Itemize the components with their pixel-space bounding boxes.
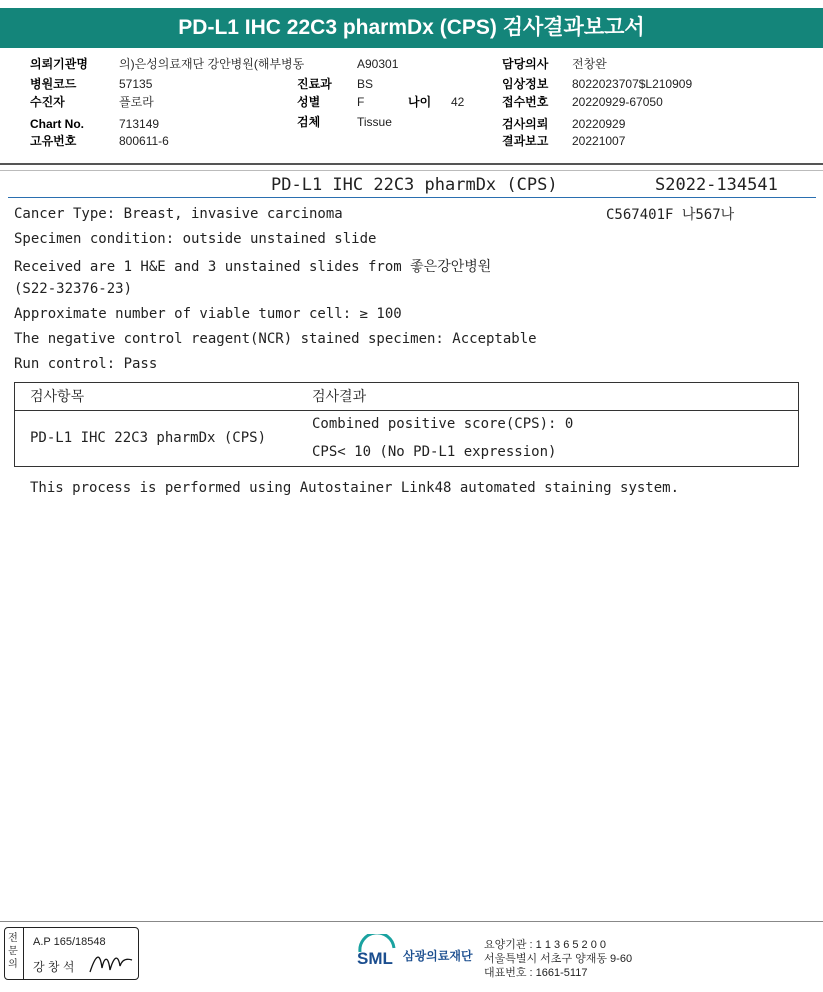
footer-divider <box>0 921 823 922</box>
label-age: 나이 <box>408 95 432 109</box>
value-chart-no: 713149 <box>119 117 160 131</box>
label-report-date: 결과보고 <box>502 134 549 148</box>
value-hospital-code: 57135 <box>119 77 153 91</box>
value-sex: F <box>357 95 365 109</box>
table-item-name: PD-L1 IHC 22C3 pharmDx (CPS) <box>30 430 267 446</box>
value-department: BS <box>357 77 374 91</box>
report-line: The negative control reagent(NCR) stained specimen: Acceptable <box>14 331 537 347</box>
value-age: 42 <box>451 95 465 109</box>
stamp-label: 전문의 <box>8 933 18 970</box>
report-line: Received are 1 H&E and 3 unstained slides from 좋은강안병원 <box>14 259 492 275</box>
test-name-heading: PD-L1 IHC 22C3 pharmDx (CPS) <box>271 175 558 195</box>
label-hospital-code: 병원코드 <box>30 77 77 91</box>
label-physician: 담당의사 <box>502 57 549 71</box>
header-divider-thin <box>0 170 823 171</box>
label-chart-no: Chart No. <box>30 117 84 131</box>
header-divider <box>0 163 823 165</box>
value-physician: 전창완 <box>572 57 607 71</box>
result-cps-score: Combined positive score(CPS): 0 <box>312 416 574 432</box>
value-ward: A90301 <box>357 57 399 71</box>
label-sex: 성별 <box>297 95 321 109</box>
address: 서울특별시 서초구 양재동 9-60 <box>484 953 633 965</box>
title-underline <box>8 197 816 198</box>
label-unique-id: 고유번호 <box>30 134 77 148</box>
foundation-name: 삼광의료재단 <box>403 949 473 963</box>
label-department: 진료과 <box>297 77 332 91</box>
table-header-row <box>15 383 798 411</box>
value-report-date: 20221007 <box>572 134 626 148</box>
phone-number: 대표번호 : 1661-5117 <box>484 967 588 979</box>
label-institution: 의뢰기관명 <box>30 57 88 71</box>
value-patient: 플로라 <box>119 95 154 109</box>
value-unique-id: 800611-6 <box>119 134 169 148</box>
report-line: Run control: Pass <box>14 356 158 372</box>
value-request-date: 20220929 <box>572 117 626 131</box>
value-clinical-info: 8022023707$L210909 <box>572 77 693 91</box>
report-line: Specimen condition: outside unstained slide <box>14 231 377 247</box>
label-clinical-info: 임상정보 <box>502 77 549 91</box>
report-line: Cancer Type: Breast, invasive carcinoma <box>14 206 343 222</box>
signature-image <box>88 950 134 976</box>
value-receipt-no: 20220929-67050 <box>572 95 663 109</box>
label-patient: 수진자 <box>30 95 65 109</box>
logo-text: SML <box>357 949 393 968</box>
report-number: S2022-134541 <box>655 175 778 195</box>
label-request-date: 검사의뢰 <box>502 117 549 131</box>
result-cps-interpretation: CPS< 10 (No PD-L1 expression) <box>312 444 557 460</box>
pathologist-name: 강 창 석 <box>33 960 75 974</box>
header-test-item: 검사항목 <box>30 389 85 405</box>
label-specimen: 검체 <box>297 115 321 129</box>
report-title: PD-L1 IHC 22C3 pharmDx (CPS) 검사결과보고서 <box>0 8 823 48</box>
method-note: This process is performed using Autostainer Link48 automated staining system. <box>30 480 680 496</box>
ap-number: A.P 165/18548 <box>33 936 106 948</box>
label-receipt-no: 접수번호 <box>502 95 549 109</box>
sml-logo-icon <box>356 934 398 972</box>
header-test-result: 검사결과 <box>312 389 367 405</box>
report-line: Approximate number of viable tumor cell: ≥ 100 <box>14 306 402 322</box>
org-code: 요양기관 : 1 1 3 6 5 2 0 0 <box>484 939 607 951</box>
value-specimen: Tissue <box>357 115 392 129</box>
specimen-code: C567401F 나567나 <box>606 207 735 223</box>
report-line: (S22-32376-23) <box>14 281 133 297</box>
value-institution: 의)은성의료재단 강안병원(해부병동 <box>119 57 305 71</box>
